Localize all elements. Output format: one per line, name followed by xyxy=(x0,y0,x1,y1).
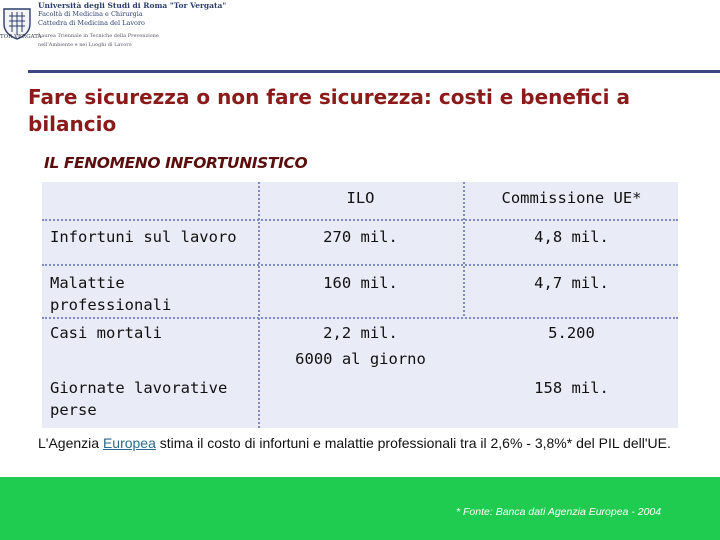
slide-title: Fare sicurezza o non fare sicurezza: costi e benefici a bilancio xyxy=(28,85,630,136)
logo-caption: TOR VERGATA xyxy=(0,34,42,40)
europea-link[interactable]: Europea xyxy=(102,435,156,451)
section-subtitle: IL FENOMENO INFORTUNISTICO xyxy=(44,154,308,172)
row-label: Casi mortali xyxy=(50,324,162,342)
department-line: Cattedra di Medicina del Lavoro xyxy=(38,19,145,27)
table-rule xyxy=(42,264,678,266)
column-header-commissione: Commissione UE* xyxy=(501,189,642,207)
ilo-value: 270 mil. xyxy=(323,228,398,246)
ilo-extra-value: 6000 al giorno xyxy=(295,350,426,368)
ilo-value: 160 mil. xyxy=(323,274,398,292)
table-rule xyxy=(258,182,260,428)
ue-value: 4,8 mil. xyxy=(534,228,609,246)
row-label: Infortuni sul lavoro xyxy=(50,228,237,246)
header-divider xyxy=(28,70,720,73)
ue-value: 5.200 xyxy=(548,324,595,342)
paragraph-text-end: stima il costo di infortuni e malattie professionali tra il 2,6% - 3,8%* del PIL dell'UE. xyxy=(155,435,671,451)
cost-paragraph xyxy=(38,432,688,455)
ue-value: 4,7 mil. xyxy=(534,274,609,292)
row-label: Giornate lavorative perse xyxy=(50,379,228,419)
table-rule xyxy=(42,219,678,221)
row-label: Malattie professionali xyxy=(50,274,172,314)
ilo-value: 2,2 mil. xyxy=(323,324,398,342)
degree-line-2: nell'Ambiente e nei Luoghi di Lavoro xyxy=(38,42,132,48)
table-rule xyxy=(42,317,678,319)
paragraph-text: L'Agenzia xyxy=(38,435,103,451)
degree-line: Laurea Triennale in Tecniche della Prevenzione xyxy=(38,33,159,39)
header xyxy=(0,0,720,48)
column-header-ilo: ILO xyxy=(346,189,375,207)
university-line: Università degli Studi di Roma "Tor Vergata" xyxy=(38,1,227,10)
source-footnote: * Fonte: Banca dati Agenzia Europea - 2004 xyxy=(456,506,662,518)
university-name xyxy=(38,1,226,50)
ue-value: 158 mil. xyxy=(534,379,609,397)
faculty-line: Facoltà di Medicina e Chirurgia xyxy=(38,10,143,18)
